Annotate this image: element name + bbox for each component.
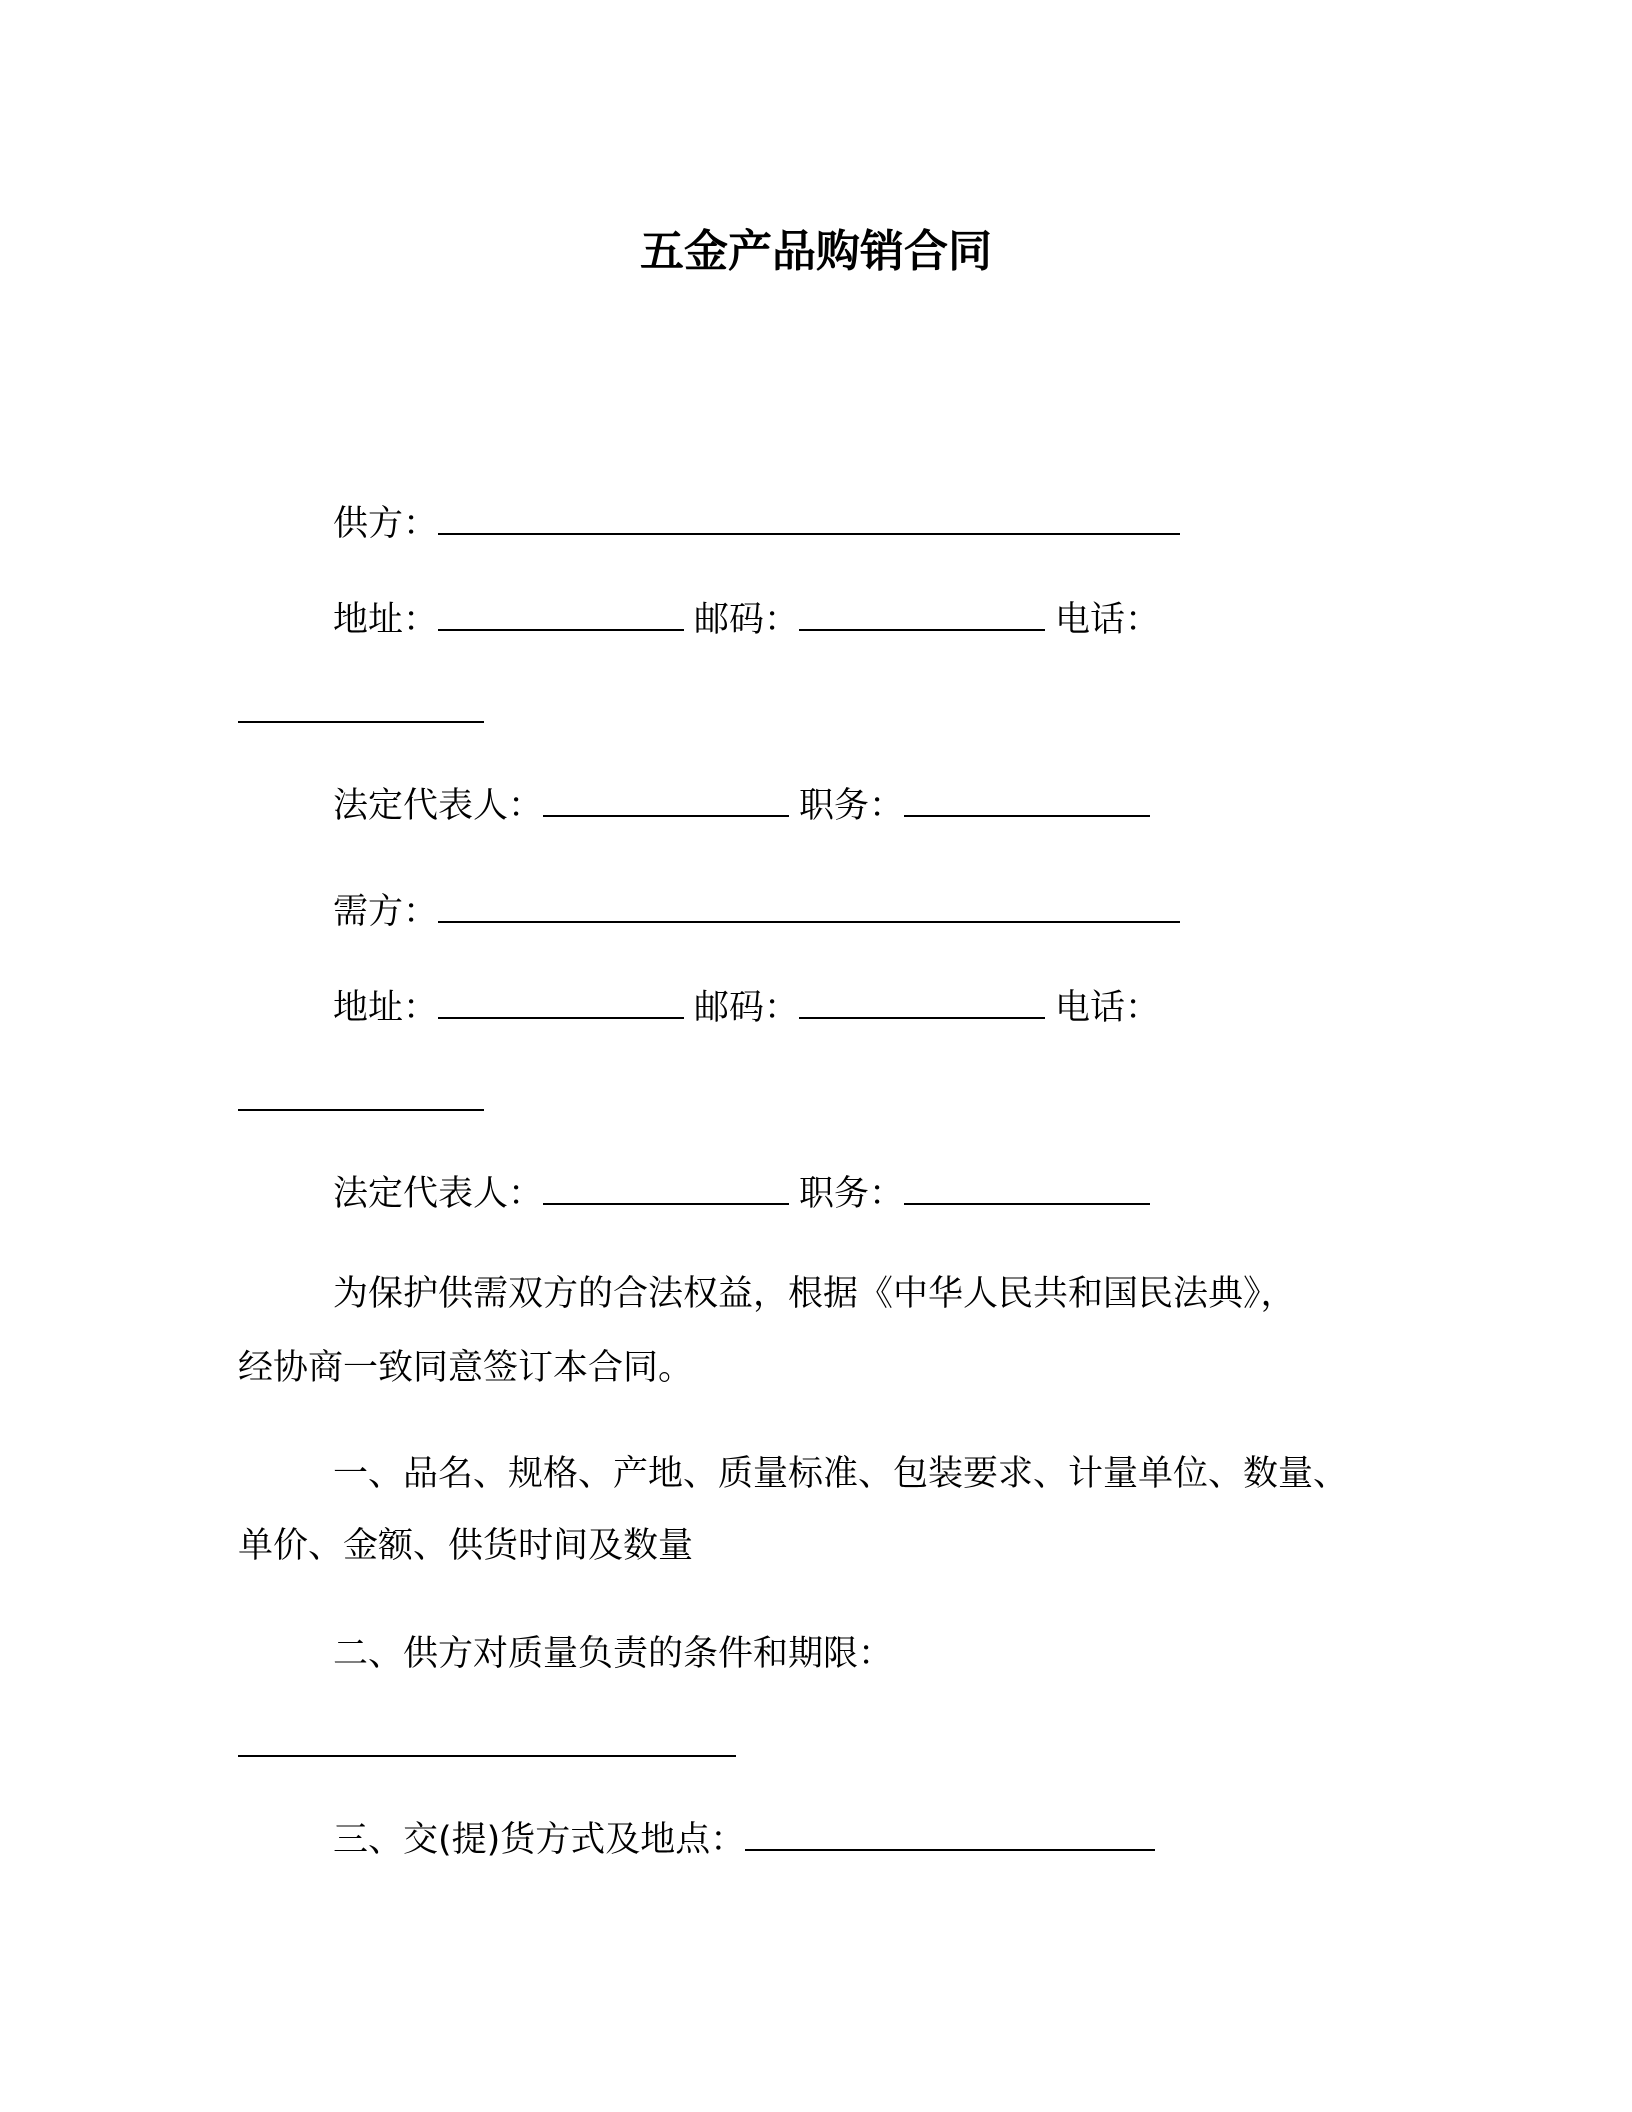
clause-2-blank-row xyxy=(238,1722,736,1770)
supplier-rep-label: 法定代表人： xyxy=(333,786,544,826)
buyer-postcode-label: 邮码： xyxy=(694,988,800,1028)
buyer-postcode-blank xyxy=(799,987,1045,1019)
buyer-position-blank xyxy=(904,1173,1150,1205)
clause-2-heading: 二、供方对质量负责的条件和期限： xyxy=(333,1634,894,1674)
supplier-address-row xyxy=(333,596,1160,644)
buyer-address-blank xyxy=(438,987,684,1019)
clause-3-heading: 三、交(提)货方式及地点： xyxy=(333,1820,746,1860)
buyer-name-blank xyxy=(438,891,1180,923)
buyer-address-label: 地址： xyxy=(333,988,439,1028)
buyer-phone-label: 电话： xyxy=(1055,988,1161,1028)
clause-1-line-2: 单价、金额、供货时间及数量 xyxy=(238,1526,694,1566)
buyer-rep-blank xyxy=(543,1173,789,1205)
clause-2-blank xyxy=(238,1725,736,1757)
buyer-rep-row xyxy=(333,1170,1150,1218)
supplier-position-label: 职务： xyxy=(799,786,905,826)
supplier-label: 供方： xyxy=(333,504,439,544)
supplier-postcode-label: 邮码： xyxy=(694,600,800,640)
buyer-rep-label: 法定代表人： xyxy=(333,1174,544,1214)
clause-1-line-1: 一、品名、规格、产地、质量标准、包装要求、计量单位、数量、 xyxy=(333,1454,1349,1494)
clause-3-blank xyxy=(745,1819,1155,1851)
supplier-address-label: 地址： xyxy=(333,600,439,640)
supplier-phone-blank xyxy=(238,691,484,723)
supplier-rep-blank xyxy=(543,785,789,817)
preamble-line-1: 为保护供需双方的合法权益，根据《中华人民共和国民法典》， xyxy=(333,1274,1296,1314)
buyer-phone-blank xyxy=(238,1079,484,1111)
supplier-phone-row xyxy=(238,688,484,736)
buyer-position-label: 职务： xyxy=(799,1174,905,1214)
buyer-address-row xyxy=(333,984,1160,1032)
clause-3-row xyxy=(333,1816,1155,1864)
supplier-name-blank xyxy=(438,503,1180,535)
supplier-postcode-blank xyxy=(799,599,1045,631)
buyer-name-row xyxy=(333,888,1180,936)
document-title: 五金产品购销合同 xyxy=(640,226,992,277)
preamble-line-2: 经协商一致同意签订本合同。 xyxy=(238,1348,694,1388)
supplier-address-blank xyxy=(438,599,684,631)
buyer-phone-row xyxy=(238,1076,484,1124)
supplier-rep-row xyxy=(333,782,1150,830)
buyer-label: 需方： xyxy=(333,892,439,932)
supplier-phone-label: 电话： xyxy=(1055,600,1161,640)
supplier-name-row xyxy=(333,500,1180,548)
supplier-position-blank xyxy=(904,785,1150,817)
